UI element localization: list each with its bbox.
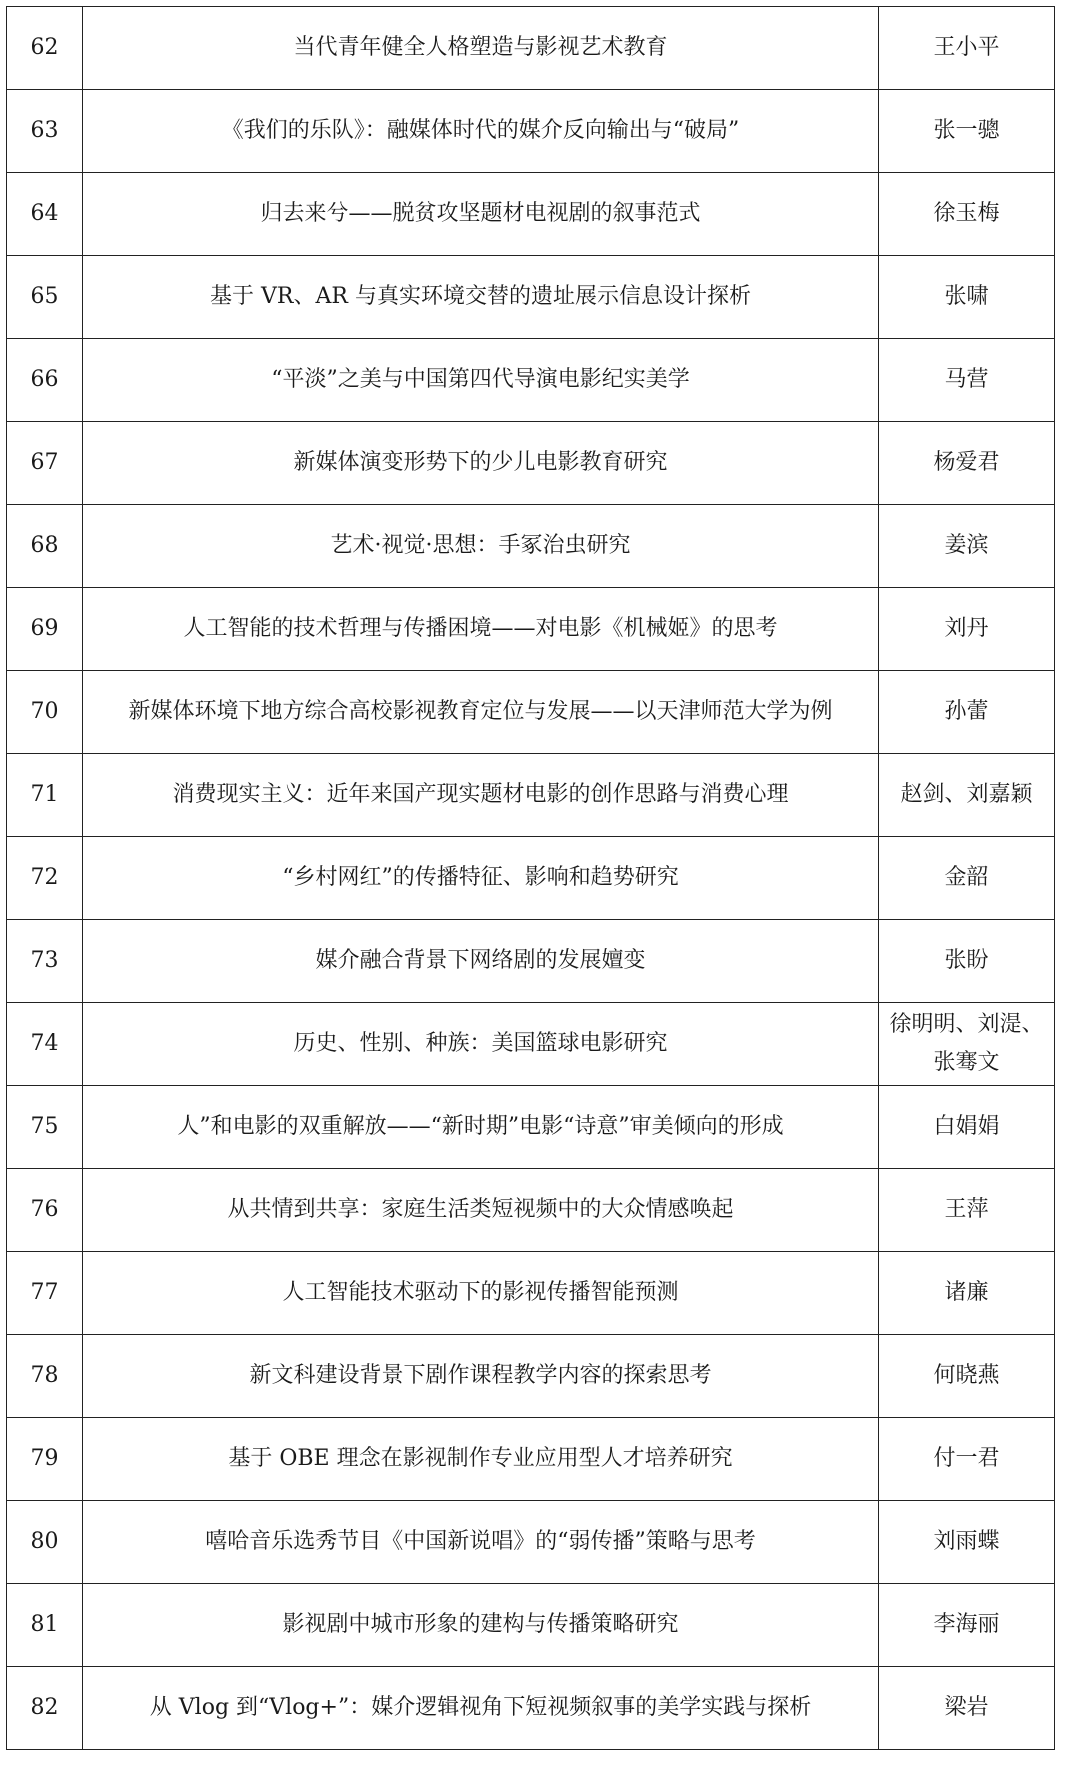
author-name: 何晓燕 [879,1335,1055,1418]
author-name: 马营 [879,339,1055,422]
row-number: 78 [7,1335,83,1418]
author-name: 孙蕾 [879,671,1055,754]
table-row [7,422,1055,505]
row-number: 69 [7,588,83,671]
table-body [7,7,1055,1750]
paper-title: 艺术·视觉·思想：手冢治虫研究 [83,505,879,588]
author-name: 白娟娟 [879,1086,1055,1169]
row-number: 65 [7,256,83,339]
row-number: 66 [7,339,83,422]
paper-title: 新文科建设背景下剧作课程教学内容的探索思考 [83,1335,879,1418]
table-row [7,505,1055,588]
author-name: 王小平 [879,7,1055,90]
table-row [7,1418,1055,1501]
paper-title: 从 Vlog 到“Vlog+”：媒介逻辑视角下短视频叙事的美学实践与探析 [83,1667,879,1750]
row-number: 73 [7,920,83,1003]
row-number: 68 [7,505,83,588]
author-name: 李海丽 [879,1584,1055,1667]
paper-title: 新媒体演变形势下的少儿电影教育研究 [83,422,879,505]
table-row [7,339,1055,422]
row-number: 72 [7,837,83,920]
row-number: 79 [7,1418,83,1501]
table-row [7,1667,1055,1750]
row-number: 74 [7,1003,83,1086]
paper-title: 嘻哈音乐选秀节目《中国新说唱》的“弱传播”策略与思考 [83,1501,879,1584]
paper-title: 媒介融合背景下网络剧的发展嬗变 [83,920,879,1003]
table-row [7,920,1055,1003]
author-name: 徐明明、刘湜、张骞文 [879,1003,1055,1086]
author-name: 杨爱君 [879,422,1055,505]
paper-title: “乡村网红”的传播特征、影响和趋势研究 [83,837,879,920]
paper-title: “平淡”之美与中国第四代导演电影纪实美学 [83,339,879,422]
paper-title: 人工智能技术驱动下的影视传播智能预测 [83,1252,879,1335]
author-name: 刘丹 [879,588,1055,671]
table-row [7,1169,1055,1252]
table-row [7,671,1055,754]
table-row [7,1086,1055,1169]
paper-title: 从共情到共享：家庭生活类短视频中的大众情感唤起 [83,1169,879,1252]
row-number: 82 [7,1667,83,1750]
paper-title: 人工智能的技术哲理与传播困境——对电影《机械姬》的思考 [83,588,879,671]
table-row [7,256,1055,339]
author-name: 诸廉 [879,1252,1055,1335]
table-row [7,754,1055,837]
author-name: 张一骢 [879,90,1055,173]
author-name: 赵剑、刘嘉颖 [879,754,1055,837]
author-name: 梁岩 [879,1667,1055,1750]
author-name: 张啸 [879,256,1055,339]
paper-list-table [6,6,1055,1750]
table-row [7,90,1055,173]
author-name: 付一君 [879,1418,1055,1501]
paper-title: 消费现实主义：近年来国产现实题材电影的创作思路与消费心理 [83,754,879,837]
row-number: 63 [7,90,83,173]
row-number: 71 [7,754,83,837]
paper-title: 基于 OBE 理念在影视制作专业应用型人才培养研究 [83,1418,879,1501]
author-name: 姜滨 [879,505,1055,588]
author-name: 张盼 [879,920,1055,1003]
row-number: 76 [7,1169,83,1252]
row-number: 80 [7,1501,83,1584]
paper-title: 归去来兮——脱贫攻坚题材电视剧的叙事范式 [83,173,879,256]
table-row [7,837,1055,920]
author-name: 王萍 [879,1169,1055,1252]
row-number: 62 [7,7,83,90]
table-row [7,1501,1055,1584]
paper-title: 基于 VR、AR 与真实环境交替的遗址展示信息设计探析 [83,256,879,339]
row-number: 81 [7,1584,83,1667]
table-row [7,1335,1055,1418]
paper-title: 人”和电影的双重解放——“新时期”电影“诗意”审美倾向的形成 [83,1086,879,1169]
table-row [7,7,1055,90]
table-row [7,1584,1055,1667]
row-number: 64 [7,173,83,256]
paper-title: 影视剧中城市形象的建构与传播策略研究 [83,1584,879,1667]
paper-title: 历史、性别、种族：美国篮球电影研究 [83,1003,879,1086]
table-row [7,1252,1055,1335]
row-number: 67 [7,422,83,505]
row-number: 70 [7,671,83,754]
paper-title: 当代青年健全人格塑造与影视艺术教育 [83,7,879,90]
author-name: 徐玉梅 [879,173,1055,256]
row-number: 75 [7,1086,83,1169]
table-row [7,1003,1055,1086]
paper-title: 《我们的乐队》：融媒体时代的媒介反向输出与“破局” [83,90,879,173]
table-row [7,588,1055,671]
author-name: 刘雨蝶 [879,1501,1055,1584]
table-row [7,173,1055,256]
author-name: 金韶 [879,837,1055,920]
row-number: 77 [7,1252,83,1335]
paper-title: 新媒体环境下地方综合高校影视教育定位与发展——以天津师范大学为例 [83,671,879,754]
